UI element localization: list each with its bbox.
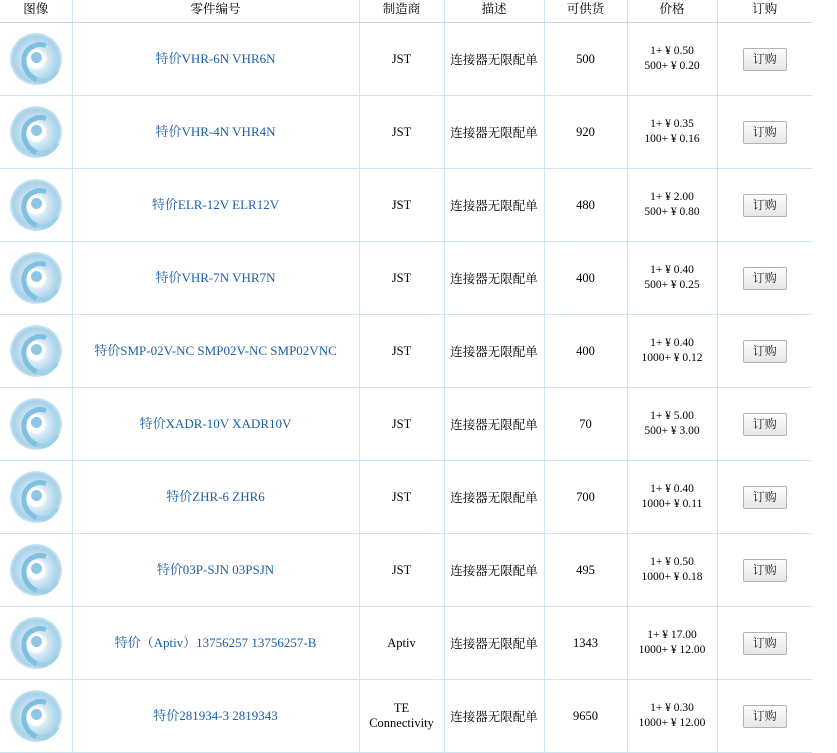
cell-stock: 480 bbox=[544, 169, 627, 242]
cell-image bbox=[0, 461, 72, 534]
cell-description: 连接器无限配单 bbox=[444, 315, 544, 388]
swirl-logo-icon bbox=[10, 617, 62, 669]
cell-part-number bbox=[72, 242, 359, 315]
cell-description: 连接器无限配单 bbox=[444, 607, 544, 680]
part-number-link[interactable]: 特价XADR-10V XADR10V bbox=[139, 416, 292, 431]
price-tier: 500+ ¥ 0.20 bbox=[644, 60, 700, 72]
cell-price bbox=[627, 680, 717, 753]
price-tier: 500+ ¥ 3.00 bbox=[644, 425, 700, 437]
part-number-link[interactable]: 特价SMP-02V-NC SMP02V-NC SMP02VNC bbox=[94, 343, 337, 358]
cell-manufacturer: TE Connectivity bbox=[359, 680, 444, 753]
cell-order bbox=[717, 169, 812, 242]
cell-stock: 500 bbox=[544, 23, 627, 96]
cell-image bbox=[0, 23, 72, 96]
swirl-logo-icon bbox=[10, 398, 62, 450]
price-tier: 1+ ¥ 0.35 bbox=[650, 118, 694, 130]
table-row bbox=[0, 680, 812, 753]
cell-part-number bbox=[72, 680, 359, 753]
cell-order bbox=[717, 315, 812, 388]
table-row bbox=[0, 388, 812, 461]
cell-price bbox=[627, 607, 717, 680]
table-body bbox=[0, 23, 812, 753]
cell-image bbox=[0, 242, 72, 315]
cell-price bbox=[627, 96, 717, 169]
price-tier: 1+ ¥ 0.30 bbox=[650, 702, 694, 714]
column-header-price: 价格 bbox=[627, 0, 717, 23]
order-button[interactable]: 订购 bbox=[743, 121, 787, 144]
price-tier: 1000+ ¥ 0.18 bbox=[641, 571, 703, 583]
order-button[interactable]: 订购 bbox=[743, 267, 787, 290]
order-button[interactable]: 订购 bbox=[743, 486, 787, 509]
order-button[interactable]: 订购 bbox=[743, 632, 787, 655]
cell-part-number bbox=[72, 388, 359, 461]
swirl-logo-icon bbox=[10, 471, 62, 523]
table-row bbox=[0, 96, 812, 169]
table-row bbox=[0, 242, 812, 315]
price-tier: 1+ ¥ 0.40 bbox=[650, 483, 694, 495]
column-header-description: 描述 bbox=[444, 0, 544, 23]
order-button[interactable]: 订购 bbox=[743, 340, 787, 363]
part-number-link[interactable]: 特价03P-SJN 03PSJN bbox=[156, 562, 275, 577]
cell-description: 连接器无限配单 bbox=[444, 169, 544, 242]
cell-manufacturer: JST bbox=[359, 169, 444, 242]
cell-order bbox=[717, 534, 812, 607]
price-tier: 500+ ¥ 0.25 bbox=[644, 279, 700, 291]
cell-order bbox=[717, 23, 812, 96]
swirl-logo-icon bbox=[10, 252, 62, 304]
cell-price bbox=[627, 315, 717, 388]
cell-price bbox=[627, 169, 717, 242]
cell-manufacturer: JST bbox=[359, 461, 444, 534]
part-number-link[interactable]: 特价ELR-12V ELR12V bbox=[151, 197, 280, 212]
column-header-order: 订购 bbox=[717, 0, 812, 23]
cell-part-number bbox=[72, 461, 359, 534]
cell-part-number bbox=[72, 534, 359, 607]
part-number-link[interactable]: 特价VHR-4N VHR4N bbox=[155, 124, 276, 139]
cell-description: 连接器无限配单 bbox=[444, 23, 544, 96]
cell-image bbox=[0, 169, 72, 242]
cell-description: 连接器无限配单 bbox=[444, 461, 544, 534]
column-header-image: 图像 bbox=[0, 0, 72, 23]
cell-stock: 400 bbox=[544, 242, 627, 315]
cell-order bbox=[717, 242, 812, 315]
price-tier: 500+ ¥ 0.80 bbox=[644, 206, 700, 218]
column-header-part-number: 零件编号 bbox=[72, 0, 359, 23]
cell-part-number bbox=[72, 315, 359, 388]
cell-stock: 70 bbox=[544, 388, 627, 461]
table-row bbox=[0, 534, 812, 607]
cell-image bbox=[0, 534, 72, 607]
cell-order bbox=[717, 388, 812, 461]
cell-stock: 495 bbox=[544, 534, 627, 607]
cell-stock: 1343 bbox=[544, 607, 627, 680]
price-tier: 1000+ ¥ 12.00 bbox=[638, 717, 706, 729]
table-row bbox=[0, 169, 812, 242]
cell-stock: 700 bbox=[544, 461, 627, 534]
cell-stock: 920 bbox=[544, 96, 627, 169]
cell-manufacturer: JST bbox=[359, 96, 444, 169]
cell-image bbox=[0, 607, 72, 680]
cell-image bbox=[0, 388, 72, 461]
cell-price bbox=[627, 461, 717, 534]
price-tier: 1000+ ¥ 0.12 bbox=[641, 352, 703, 364]
price-tier: 1+ ¥ 5.00 bbox=[650, 410, 694, 422]
cell-manufacturer: JST bbox=[359, 388, 444, 461]
cell-price bbox=[627, 23, 717, 96]
price-tier: 1+ ¥ 2.00 bbox=[650, 191, 694, 203]
swirl-logo-icon bbox=[10, 544, 62, 596]
cell-image bbox=[0, 680, 72, 753]
cell-description: 连接器无限配单 bbox=[444, 534, 544, 607]
price-tier: 1+ ¥ 0.40 bbox=[650, 264, 694, 276]
order-button[interactable]: 订购 bbox=[743, 194, 787, 217]
swirl-logo-icon bbox=[10, 325, 62, 377]
table-row bbox=[0, 315, 812, 388]
cell-manufacturer: Aptiv bbox=[359, 607, 444, 680]
swirl-logo-icon bbox=[10, 106, 62, 158]
price-tier: 1000+ ¥ 12.00 bbox=[638, 644, 706, 656]
part-number-link[interactable]: 特价VHR-6N VHR6N bbox=[155, 51, 276, 66]
price-tier: 100+ ¥ 0.16 bbox=[644, 133, 700, 145]
cell-image bbox=[0, 315, 72, 388]
cell-manufacturer: JST bbox=[359, 242, 444, 315]
cell-manufacturer: JST bbox=[359, 534, 444, 607]
table-row bbox=[0, 607, 812, 680]
price-tier: 1+ ¥ 0.50 bbox=[650, 45, 694, 57]
cell-price bbox=[627, 242, 717, 315]
price-tier: 1000+ ¥ 0.11 bbox=[641, 498, 703, 510]
cell-stock: 9650 bbox=[544, 680, 627, 753]
cell-order bbox=[717, 96, 812, 169]
cell-description: 连接器无限配单 bbox=[444, 388, 544, 461]
cell-description: 连接器无限配单 bbox=[444, 96, 544, 169]
column-header-manufacturer: 制造商 bbox=[359, 0, 444, 23]
order-button[interactable]: 订购 bbox=[743, 559, 787, 582]
column-header-stock: 可供货 bbox=[544, 0, 627, 23]
cell-order bbox=[717, 607, 812, 680]
cell-order bbox=[717, 680, 812, 753]
cell-manufacturer: JST bbox=[359, 315, 444, 388]
order-button[interactable]: 订购 bbox=[743, 413, 787, 436]
cell-order bbox=[717, 461, 812, 534]
swirl-logo-icon bbox=[10, 33, 62, 85]
cell-part-number bbox=[72, 607, 359, 680]
part-number-link[interactable]: 特价VHR-7N VHR7N bbox=[155, 270, 276, 285]
table-header bbox=[0, 0, 812, 23]
cell-part-number bbox=[72, 96, 359, 169]
cell-part-number bbox=[72, 169, 359, 242]
cell-manufacturer: JST bbox=[359, 23, 444, 96]
price-tier: 1+ ¥ 17.00 bbox=[647, 629, 697, 641]
cell-image bbox=[0, 96, 72, 169]
cell-part-number bbox=[72, 23, 359, 96]
cell-stock: 400 bbox=[544, 315, 627, 388]
cell-description: 连接器无限配单 bbox=[444, 680, 544, 753]
table-row bbox=[0, 23, 812, 96]
table-header-row bbox=[0, 0, 812, 23]
price-tier: 1+ ¥ 0.40 bbox=[650, 337, 694, 349]
cell-price bbox=[627, 534, 717, 607]
cell-price bbox=[627, 388, 717, 461]
order-button[interactable]: 订购 bbox=[743, 705, 787, 728]
swirl-logo-icon bbox=[10, 179, 62, 231]
swirl-logo-icon bbox=[10, 690, 62, 742]
order-button[interactable]: 订购 bbox=[743, 48, 787, 71]
part-number-link[interactable]: 特价（Aptiv）13756257 13756257-B bbox=[114, 635, 317, 650]
price-tier: 1+ ¥ 0.50 bbox=[650, 556, 694, 568]
part-number-link[interactable]: 特价ZHR-6 ZHR6 bbox=[166, 489, 265, 504]
table-row bbox=[0, 461, 812, 534]
part-number-link[interactable]: 特价281934-3 2819343 bbox=[153, 708, 278, 723]
cell-description: 连接器无限配单 bbox=[444, 242, 544, 315]
